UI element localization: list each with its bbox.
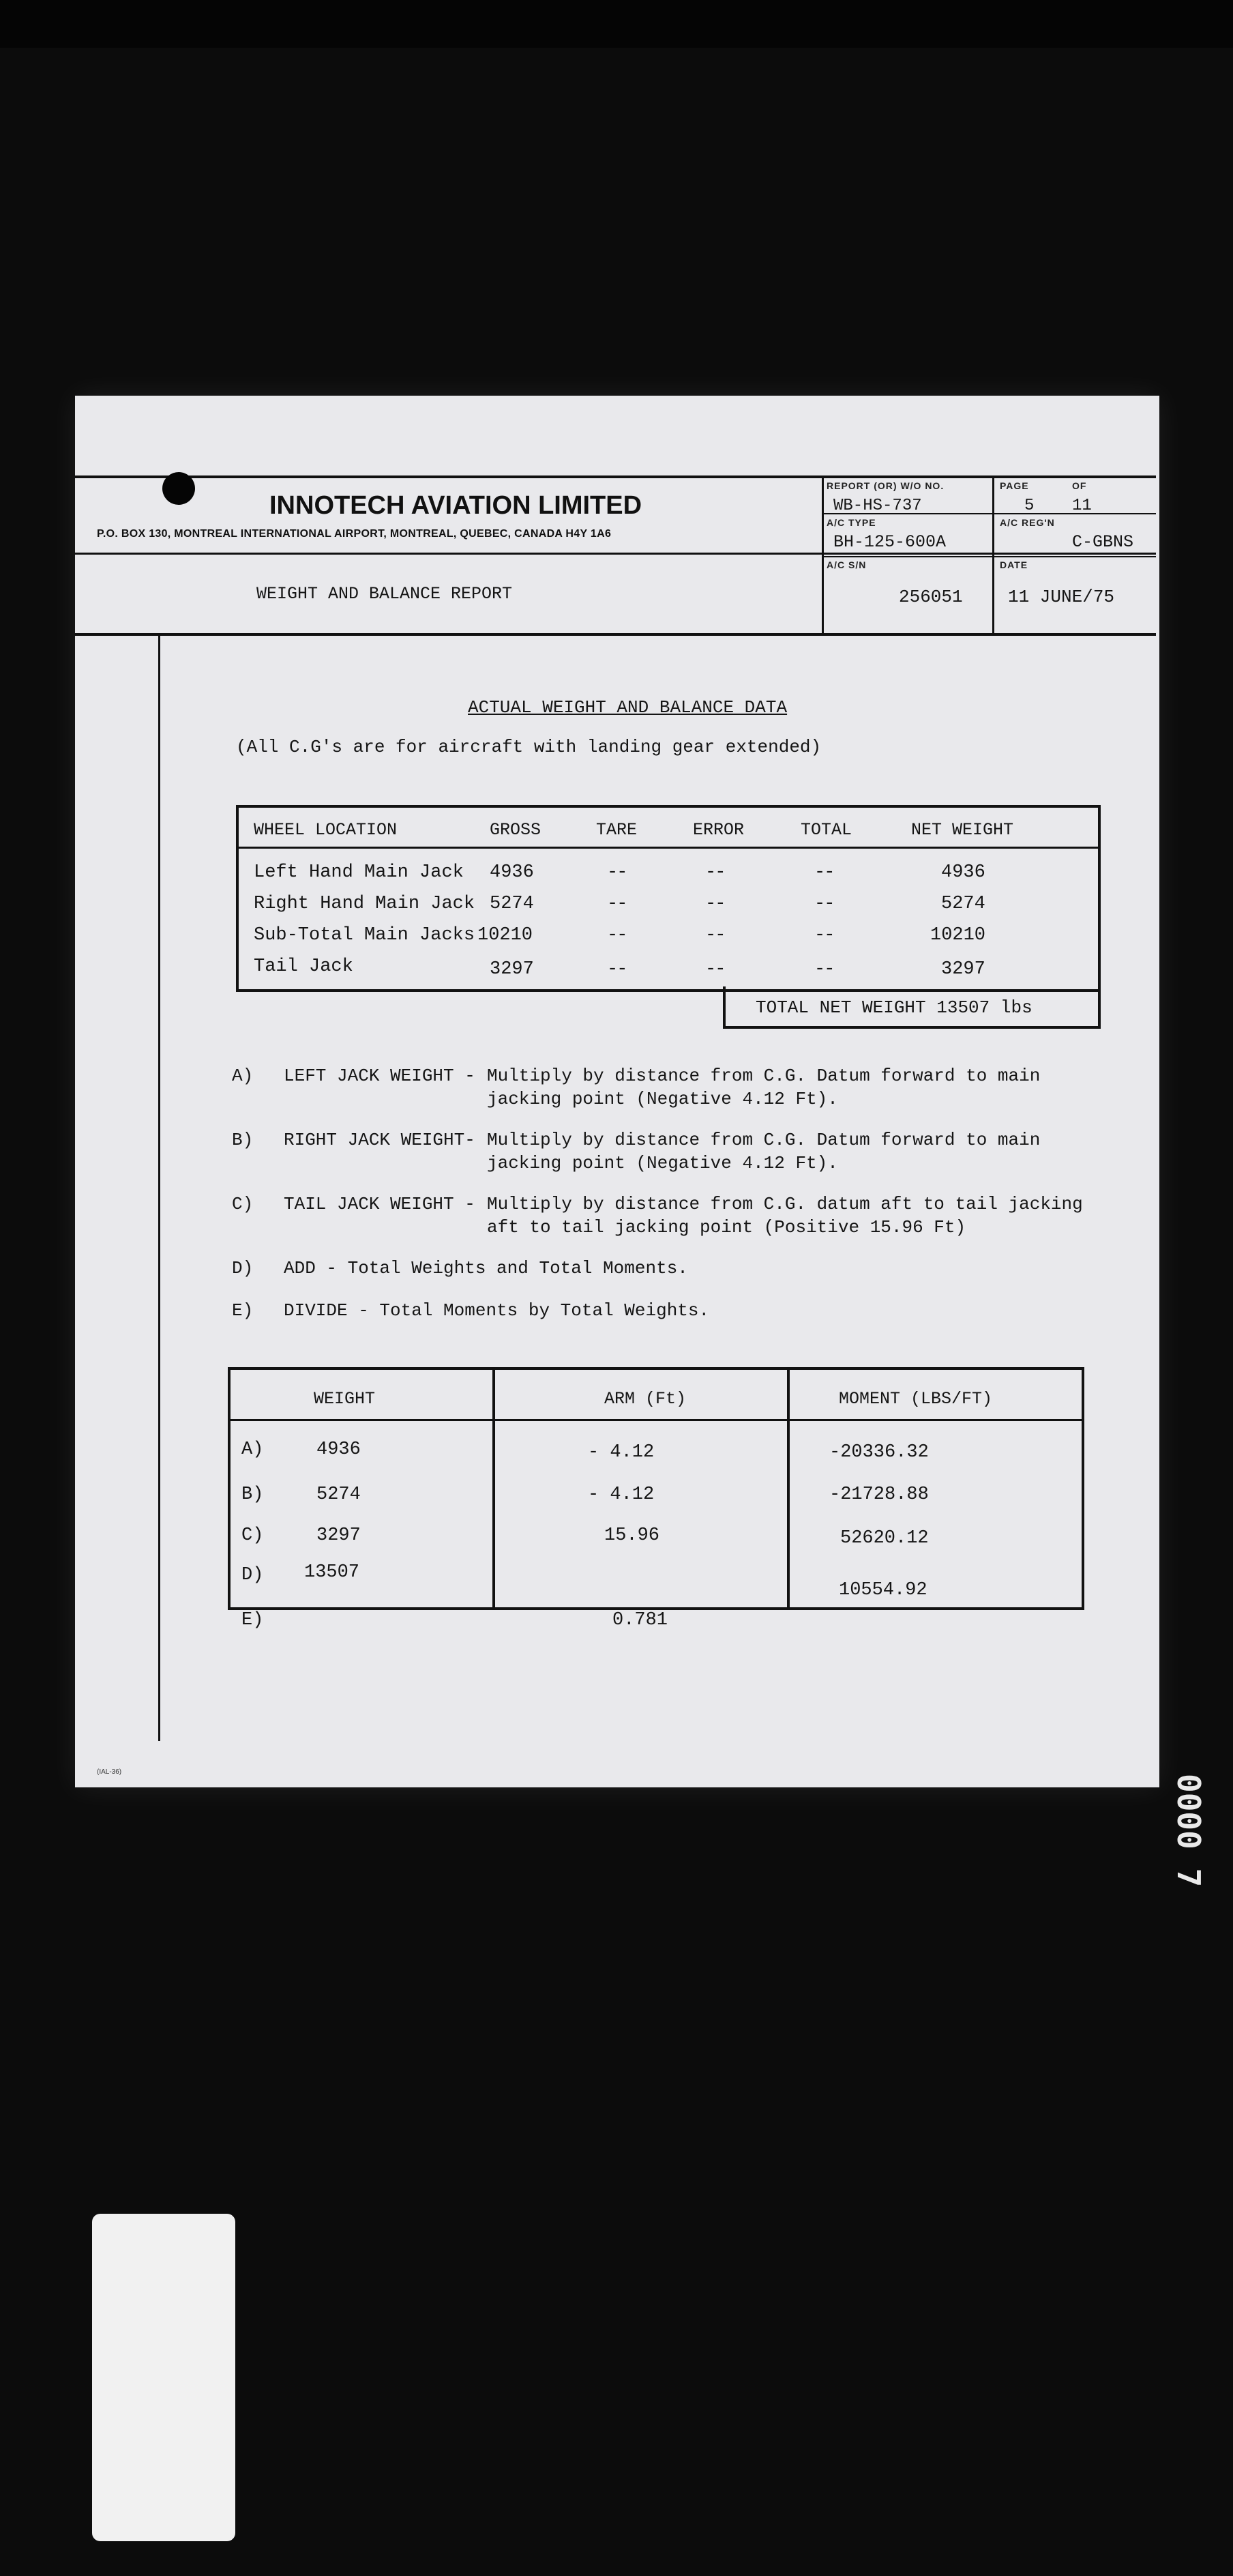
- wheel-row-gross: 5274: [490, 894, 534, 914]
- ac-sn-label: A/C S/N: [827, 559, 867, 570]
- header-cell-rule-2: [822, 556, 1156, 557]
- moment-header-moment: MOMENT (LBS/FT): [839, 1389, 993, 1409]
- wheel-row-gross: 3297: [490, 959, 534, 980]
- wheel-header-error: ERROR: [693, 820, 745, 840]
- film-frame-number: 0000 7: [1170, 1774, 1207, 1888]
- wheel-row-total: --: [814, 862, 834, 883]
- step-text-line1: Multiply by distance from C.G. Datum forward to main: [487, 1066, 1041, 1086]
- left-margin-rule: [158, 636, 160, 1741]
- moment-table-header-rule: [231, 1419, 1082, 1421]
- ac-reg-label: A/C REG'N: [1000, 517, 1055, 528]
- section-note: (All C.G's are for aircraft with landing gear extended): [236, 737, 822, 757]
- wheel-row-tare: --: [607, 925, 627, 946]
- section-title: ACTUAL WEIGHT AND BALANCE DATA: [468, 697, 788, 718]
- wheel-row-net: 10210: [930, 925, 986, 946]
- step-text-line2: jacking point (Negative 4.12 Ft).: [487, 1089, 838, 1109]
- film-border-top: [0, 0, 1233, 48]
- ac-type-value: BH-125-600A: [833, 532, 947, 552]
- wheel-row-location: Sub-Total Main Jacks: [254, 925, 475, 946]
- page-value: 5: [1024, 497, 1035, 515]
- report-wo-label: REPORT (OR) W/O NO.: [827, 480, 945, 491]
- wheel-row-total: --: [814, 959, 834, 980]
- wheel-row-error: --: [705, 925, 725, 946]
- moment-row-arm: - 4.12: [588, 1442, 655, 1463]
- moment-row-weight: 13507: [304, 1562, 360, 1583]
- step-label: DIVIDE - Total Moments by Total Weights.: [284, 1300, 710, 1321]
- moment-row-moment: -20336.32: [829, 1442, 929, 1463]
- moment-row-weight: 5274: [316, 1484, 361, 1505]
- document-page: [75, 396, 1159, 1787]
- ac-type-label: A/C TYPE: [827, 517, 876, 528]
- step-text-line2: aft to tail jacking point (Positive 15.96 Ft): [487, 1217, 966, 1238]
- wheel-row-tare: --: [607, 862, 627, 883]
- punch-hole: [162, 472, 195, 505]
- wheel-row-total: --: [814, 894, 834, 914]
- wheel-row-gross: 10210: [477, 925, 533, 946]
- step-label: TAIL JACK WEIGHT -: [284, 1194, 475, 1214]
- of-label: OF: [1072, 480, 1087, 491]
- page-label: PAGE: [1000, 480, 1029, 491]
- wheel-header-total: TOTAL: [801, 820, 852, 840]
- moment-row-arm: 15.96: [604, 1525, 660, 1546]
- moment-row-key: C): [241, 1525, 264, 1546]
- wheel-row-location: Tail Jack: [254, 956, 353, 977]
- moment-row-moment: 10554.92: [839, 1580, 927, 1600]
- moment-row-key: D): [241, 1565, 264, 1585]
- wheel-header-net: NET WEIGHT: [911, 820, 1014, 840]
- wheel-header-tare: TARE: [596, 820, 638, 840]
- step-label: LEFT JACK WEIGHT -: [284, 1066, 475, 1086]
- step-text-line1: Multiply by distance from C.G. datum aft to tail jacking: [487, 1194, 1083, 1214]
- moment-row-weight: 3297: [316, 1525, 361, 1546]
- step-text-line1: Multiply by distance from C.G. Datum forward to main: [487, 1130, 1041, 1150]
- form-number: (IAL-36): [97, 1768, 122, 1776]
- moment-table-col-rule-1: [492, 1367, 495, 1607]
- wheel-row-tare: --: [607, 894, 627, 914]
- wheel-header-location: WHEEL LOCATION: [254, 820, 398, 840]
- moment-table-col-rule-2: [787, 1367, 790, 1607]
- moment-row-moment: -21728.88: [829, 1484, 929, 1505]
- wheel-row-error: --: [705, 959, 725, 980]
- company-name: INNOTECH AVIATION LIMITED: [269, 491, 642, 520]
- step-key: D): [232, 1258, 254, 1278]
- moment-header-arm: ARM (Ft): [604, 1389, 687, 1409]
- of-value: 11: [1072, 497, 1092, 515]
- wheel-table-header-rule: [239, 847, 1098, 849]
- report-wo-value: WB-HS-737: [833, 497, 922, 515]
- wheel-row-total: --: [814, 925, 834, 946]
- moment-row-arm: - 4.12: [588, 1484, 655, 1505]
- step-label: ADD - Total Weights and Total Moments.: [284, 1258, 688, 1278]
- wheel-row-location: Left Hand Main Jack: [254, 862, 464, 883]
- report-title: WEIGHT AND BALANCE REPORT: [256, 584, 513, 604]
- date-value: 11 JUNE/75: [1008, 587, 1115, 607]
- step-key: A): [232, 1066, 254, 1086]
- wheel-row-error: --: [705, 862, 725, 883]
- wheel-row-location: Right Hand Main Jack: [254, 894, 475, 914]
- step-key: C): [232, 1194, 254, 1214]
- moment-row-key: E): [241, 1610, 264, 1630]
- wheel-row-net: 3297: [941, 959, 985, 980]
- film-leader-mark: [92, 2214, 235, 2541]
- wheel-row-gross: 4936: [490, 862, 534, 883]
- moment-row-key: B): [241, 1484, 264, 1505]
- ac-sn-value: 256051: [899, 587, 963, 607]
- company-address: P.O. BOX 130, MONTREAL INTERNATIONAL AIRPORT, MONTREAL, QUEBEC, CANADA H4Y 1A6: [97, 528, 612, 540]
- step-key: B): [232, 1130, 254, 1150]
- moment-row-key: A): [241, 1439, 264, 1460]
- date-label: DATE: [1000, 559, 1028, 570]
- wheel-header-gross: GROSS: [490, 820, 541, 840]
- total-net-weight: TOTAL NET WEIGHT 13507 lbs: [756, 997, 1033, 1018]
- moment-row-moment: 52620.12: [840, 1528, 929, 1549]
- step-key: E): [232, 1300, 254, 1321]
- moment-row-weight: 4936: [316, 1439, 361, 1460]
- wheel-row-net: 5274: [941, 894, 985, 914]
- moment-row-arm: 0.781: [612, 1610, 668, 1630]
- ac-reg-value: C-GBNS: [1072, 532, 1134, 552]
- wheel-row-error: --: [705, 894, 725, 914]
- step-text-line2: jacking point (Negative 4.12 Ft).: [487, 1153, 838, 1173]
- moment-header-weight: WEIGHT: [314, 1389, 376, 1409]
- wheel-row-net: 4936: [941, 862, 985, 883]
- wheel-row-tare: --: [607, 959, 627, 980]
- step-label: RIGHT JACK WEIGHT-: [284, 1130, 475, 1150]
